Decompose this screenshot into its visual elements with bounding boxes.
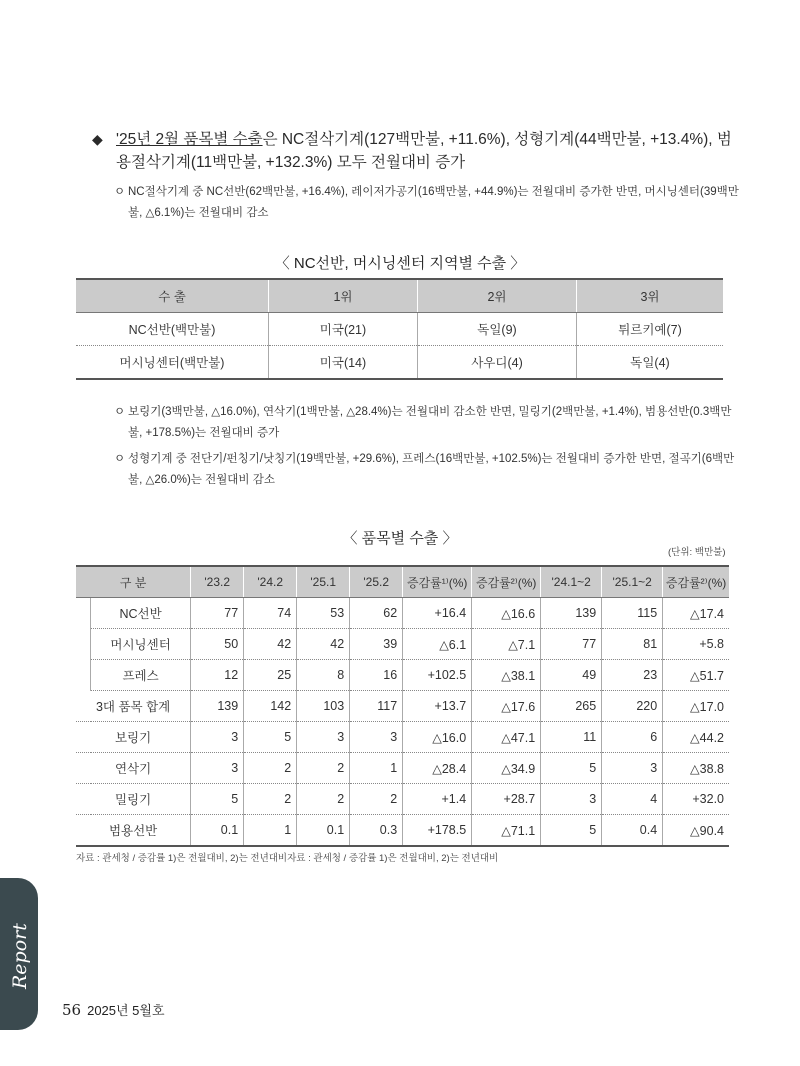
table-cell: +5.8 (663, 629, 729, 660)
table-row (76, 598, 729, 629)
table-cell: 12 (191, 660, 244, 691)
table-header: 1위 (269, 279, 418, 313)
table-cell: 2 (244, 784, 297, 815)
table-header: 3위 (577, 279, 724, 313)
table-cell: 8 (297, 660, 350, 691)
table-row (76, 815, 729, 847)
table-cell: 62 (350, 598, 403, 629)
table-cell: △51.7 (663, 660, 729, 691)
indent-cell (76, 598, 91, 629)
report-tab-label: Report (9, 923, 31, 989)
table-cell: 3 (602, 753, 663, 784)
table2-caption: 〈 품목별 수출 〉 (342, 530, 458, 547)
table-cell: 1 (350, 753, 403, 784)
table-cell: 0.4 (602, 815, 663, 847)
table-cell: +102.5 (403, 660, 472, 691)
table-row (76, 722, 729, 753)
table-header: 증감률¹⁾(%) (403, 566, 472, 598)
row-label: 연삭기 (76, 753, 191, 784)
table-cell: 139 (541, 598, 602, 629)
table-cell: 2 (350, 784, 403, 815)
main-bullet-body: 은 NC절삭기계(127백만불, +11.6%), 성형기계(44백만불, +13.4%), 범용절삭기계(11백만불, +132.3%) 모두 전월대비 증가 (116, 131, 732, 171)
page-footer (62, 1000, 165, 1019)
table-cell: 5 (191, 784, 244, 815)
table-row (76, 629, 729, 660)
table-cell: 튀르키예(7) (577, 313, 724, 346)
page-number: 56 (62, 1001, 82, 1019)
table-cell: 미국(21) (269, 313, 418, 346)
table-cell: 3 (191, 722, 244, 753)
table-cell: 2 (297, 784, 350, 815)
table1-caption: 〈 NC선반, 머시닝센터 지역별 수출 〉 (274, 255, 526, 272)
table-cell: 2 (244, 753, 297, 784)
table-cell: 74 (244, 598, 297, 629)
row-label: 보링기 (76, 722, 191, 753)
table-cell: +1.4 (403, 784, 472, 815)
table-cell: 77 (541, 629, 602, 660)
row-label: 프레스 (91, 660, 191, 691)
table-cell: 독일(4) (577, 346, 724, 380)
table-cell: △16.0 (403, 722, 472, 753)
sub-bullet-2-text: 보링기(3백만불, △16.0%), 연삭기(1백만불, △28.4%)는 전월대비 감소한 반면, 밀링기(2백만불, +1.4%), 범용선반(0.3백만불, +178.5%)는 전월대비 증가 (128, 406, 732, 439)
table-cell: △17.6 (472, 691, 541, 722)
table-cell: 16 (350, 660, 403, 691)
table-header: '25.1~2 (602, 566, 663, 598)
table-cell: 25 (244, 660, 297, 691)
table-cell: 49 (541, 660, 602, 691)
table-cell: +32.0 (663, 784, 729, 815)
table-cell: 6 (602, 722, 663, 753)
table-cell: 81 (602, 629, 663, 660)
table-cell: 142 (244, 691, 297, 722)
table-cell: △7.1 (472, 629, 541, 660)
table-cell: 미국(14) (269, 346, 418, 380)
table-cell: 2 (297, 753, 350, 784)
table-cell: 0.1 (297, 815, 350, 847)
table-row (76, 784, 729, 815)
table-cell: 50 (191, 629, 244, 660)
table-cell: △6.1 (403, 629, 472, 660)
table-cell: △44.2 (663, 722, 729, 753)
table-header-row (76, 566, 729, 598)
unit-label: (단위: 백만불) (668, 547, 726, 558)
table-header-row (76, 279, 723, 313)
table-cell: △34.9 (472, 753, 541, 784)
table-row (76, 691, 729, 722)
table-cell: △38.8 (663, 753, 729, 784)
table-cell: △28.4 (403, 753, 472, 784)
table-cell: △47.1 (472, 722, 541, 753)
sub-bullet-2 (114, 402, 744, 444)
table-cell: +28.7 (472, 784, 541, 815)
table-cell: 사우디(4) (418, 346, 577, 380)
main-bullet-highlight: '25년 2월 품목별 수출 (116, 131, 263, 148)
table-cell: +13.7 (403, 691, 472, 722)
table-header: '25.1 (297, 566, 350, 598)
table-cell: 42 (297, 629, 350, 660)
region-export-table (76, 278, 723, 380)
row-label: 머시닝센터 (91, 629, 191, 660)
table-cell: 4 (602, 784, 663, 815)
main-bullet-text (116, 128, 742, 174)
indent-cell (76, 660, 91, 691)
table-cell: 독일(9) (418, 313, 577, 346)
table-cell: 3 (541, 784, 602, 815)
table-cell: △90.4 (663, 815, 729, 847)
report-side-tab (0, 878, 38, 1030)
table-header: '25.2 (350, 566, 403, 598)
table-cell: 117 (350, 691, 403, 722)
table-header: 증감률²⁾(%) (472, 566, 541, 598)
table-cell: △71.1 (472, 815, 541, 847)
table-cell: 139 (191, 691, 244, 722)
row-label: 3대 품목 합계 (76, 691, 191, 722)
row-label: 범용선반 (108, 824, 158, 838)
table-cell: 220 (602, 691, 663, 722)
table-header: '23.2 (191, 566, 244, 598)
table-cell: 0.1 (191, 815, 244, 847)
circle-bullet-icon: ㅇ (114, 453, 126, 465)
table-cell: 1 (244, 815, 297, 847)
table-cell: 103 (297, 691, 350, 722)
table-cell: △17.0 (663, 691, 729, 722)
table-row (76, 313, 723, 346)
table-cell: 5 (244, 722, 297, 753)
table-cell: 3 (191, 753, 244, 784)
table-cell: 11 (541, 722, 602, 753)
table-cell: 머시닝센터(백만불) (119, 356, 225, 370)
item-export-table (76, 565, 729, 847)
row-label: NC선반 (91, 598, 191, 629)
table-header: 2위 (418, 279, 577, 313)
sub-bullet-3-text: 성형기계 중 전단기/펀칭기/낫칭기(19백만불, +29.6%), 프레스(16백만불, +102.5%)는 전월대비 증가한 반면, 절곡기(6백만불, △26.0%)는 전월대비 감소 (128, 453, 735, 486)
table-header: 증감률²⁾(%) (663, 566, 729, 598)
circle-bullet-icon: ㅇ (114, 406, 126, 418)
table-cell: NC선반(백만불) (76, 313, 269, 346)
table-cell: +178.5 (403, 815, 472, 847)
table-cell: △17.4 (663, 598, 729, 629)
table-row (76, 346, 723, 380)
table-cell: 53 (297, 598, 350, 629)
table-body (76, 598, 729, 847)
table-cell: 115 (602, 598, 663, 629)
indent-cell (76, 629, 91, 660)
table-cell: 42 (244, 629, 297, 660)
table-cell: 5 (541, 815, 602, 847)
table-cell: △16.6 (472, 598, 541, 629)
table-cell: 3 (297, 722, 350, 753)
main-bullet (92, 128, 742, 174)
issue-label: 2025년 5월호 (87, 1003, 165, 1018)
table-row (76, 753, 729, 784)
table-header: '24.2 (244, 566, 297, 598)
table-cell: 3 (350, 722, 403, 753)
circle-bullet-icon: ㅇ (114, 186, 126, 198)
table-cell: 39 (350, 629, 403, 660)
table-cell: 265 (541, 691, 602, 722)
table-cell: △38.1 (472, 660, 541, 691)
source-note: 자료 : 관세청 / 증감률 1)은 전월대비, 2)는 전년대비자료 : 관세청 / 증감률 1)은 전월대비, 2)는 전년대비 (76, 853, 499, 864)
table-cell: 0.3 (350, 815, 403, 847)
table-cell: 5 (541, 753, 602, 784)
table-cell: 23 (602, 660, 663, 691)
table-header: '24.1~2 (541, 566, 602, 598)
table-cell: 77 (191, 598, 244, 629)
diamond-bullet-icon: ◆ (92, 131, 103, 147)
sub-bullet-1-text: NC절삭기계 중 NC선반(62백만불, +16.4%), 레이저가공기(16백만불, +44.9%)는 전월대비 증가한 반면, 머시닝센터(39백만불, △6.1%)는 전월대비 감소 (128, 186, 739, 219)
table-cell: +16.4 (403, 598, 472, 629)
sub-bullet-1 (114, 182, 744, 224)
sub-bullet-3 (114, 449, 744, 491)
row-label: 밀링기 (76, 784, 191, 815)
table-header: 수 출 (76, 279, 269, 313)
table-row (76, 660, 729, 691)
table-header: 구 분 (76, 566, 191, 598)
